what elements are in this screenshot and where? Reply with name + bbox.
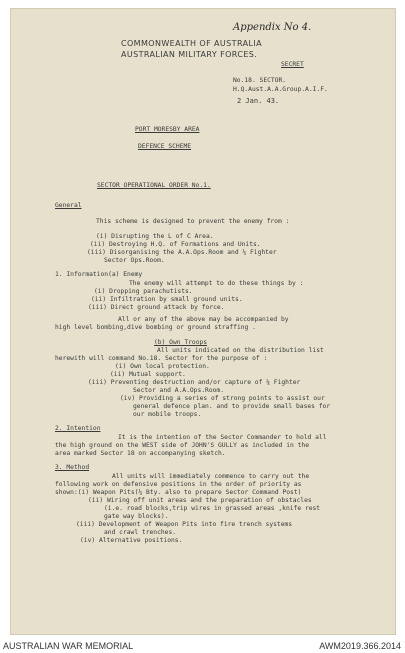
footer-accession-number: AWM2019.366.2014	[319, 641, 401, 651]
general-item-3-cont: Sector Ops.Room.	[104, 257, 165, 264]
information-heading: 1. Information(a) Enemy	[55, 271, 143, 278]
information-item-3: (iii) Direct ground attack by force.	[88, 304, 225, 311]
own-troops-item-4: (iv) Providing a series of strong points to assist our	[120, 395, 325, 402]
method-line-2: following work on defensive positions in the order of priority as	[55, 481, 302, 488]
information-note-2: high level bombing,dive bombing or ground straffing .	[55, 324, 256, 331]
information-item-2: (ii) Infiltration by small ground units.	[91, 296, 243, 303]
org-line-1: COMMONWEALTH OF AUSTRALIA	[121, 39, 262, 48]
own-troops-item-4-cont-1: general defence plan. and to provide small bases for	[133, 403, 331, 410]
method-item-2-cont-1: (i.e. road blocks,trip wires in grassed areas ,knife rest	[104, 505, 321, 512]
area-title: PORT MORESBY AREA	[135, 126, 200, 133]
own-troops-item-1: (i) Own local protection.	[115, 363, 210, 370]
order-title: SECTOR OPERATIONAL ORDER No.1.	[97, 182, 211, 189]
method-item-2: (ii) Wiring off unit areas and the preparation of obstacles	[88, 497, 312, 504]
information-note-1: All or any of the above may be accompanied by	[118, 316, 289, 323]
footer-institution: AUSTRALIAN WAR MEMORIAL	[3, 641, 134, 651]
own-troops-line-2: herewith will command No.18. Sector for the purpose of :	[55, 355, 268, 362]
method-item-2-cont-2: gate way blocks).	[104, 513, 169, 520]
method-item-3: (iii) Development of Weapon Pits into fire trench systems	[76, 521, 293, 528]
general-item-1: (i) Disrupting the L of C Area.	[96, 233, 214, 240]
document-date: 2 Jan. 43.	[237, 97, 280, 105]
general-heading: General	[55, 202, 82, 209]
method-item-3-cont: and crawl trenches.	[104, 529, 177, 536]
handwritten-appendix-note: Appendix No 4.	[233, 22, 312, 33]
reference-line-2: H.Q.Aust.A.A.Group.A.I.F.	[233, 86, 328, 93]
own-troops-item-2: (ii) Mutual support.	[110, 371, 186, 378]
own-troops-item-3: (iii) Preventing destruction and/or capture of ¼ Fighter	[88, 379, 301, 386]
general-intro: This scheme is designed to prevent the enemy from :	[96, 218, 290, 225]
method-item-4: (iv) Alternative positions.	[80, 537, 183, 544]
intention-line-3: area marked Sector 18 on accompanying sketch.	[55, 450, 226, 457]
general-item-3: (iii) Disorganising the A.A.Ops.Room and ¼ Fighter	[87, 249, 277, 256]
general-item-2: (ii) Destroying H.Q. of Formations and Units.	[90, 241, 261, 248]
intention-line-2: the high ground on the WEST side of JOHN'S GULLY as included in the	[55, 442, 310, 449]
archive-footer	[0, 636, 405, 653]
own-troops-item-3-cont: Sector and A.A.Ops.Room.	[133, 387, 224, 394]
reference-line-1: No.18. SECTOR.	[233, 77, 287, 84]
own-troops-heading: (b) Own Troops	[154, 339, 208, 346]
own-troops-line-1: All units indicated on the distribution list	[157, 347, 324, 354]
method-line-1: All units will immediately commence to carry out the	[112, 473, 310, 480]
intention-line-1: It is the intention of the Sector Commander to hold all	[118, 434, 327, 441]
intention-heading: 2. Intention	[55, 425, 101, 432]
information-intro: The enemy will attempt to do these things by :	[129, 280, 304, 287]
org-line-2: AUSTRALIAN MILITARY FORCES.	[121, 50, 258, 59]
method-heading: 3. Method	[55, 464, 90, 471]
own-troops-item-4-cont-2: our mobile troops.	[133, 411, 202, 418]
scheme-title: DEFENCE SCHEME	[138, 143, 192, 150]
method-line-3: shown:(i) Weapon Pits(¼ Bty. also to prepare Sector Command Post)	[55, 489, 302, 496]
information-item-1: (i) Dropping parachutists.	[94, 288, 193, 295]
classification-mark: SECRET	[281, 61, 304, 68]
